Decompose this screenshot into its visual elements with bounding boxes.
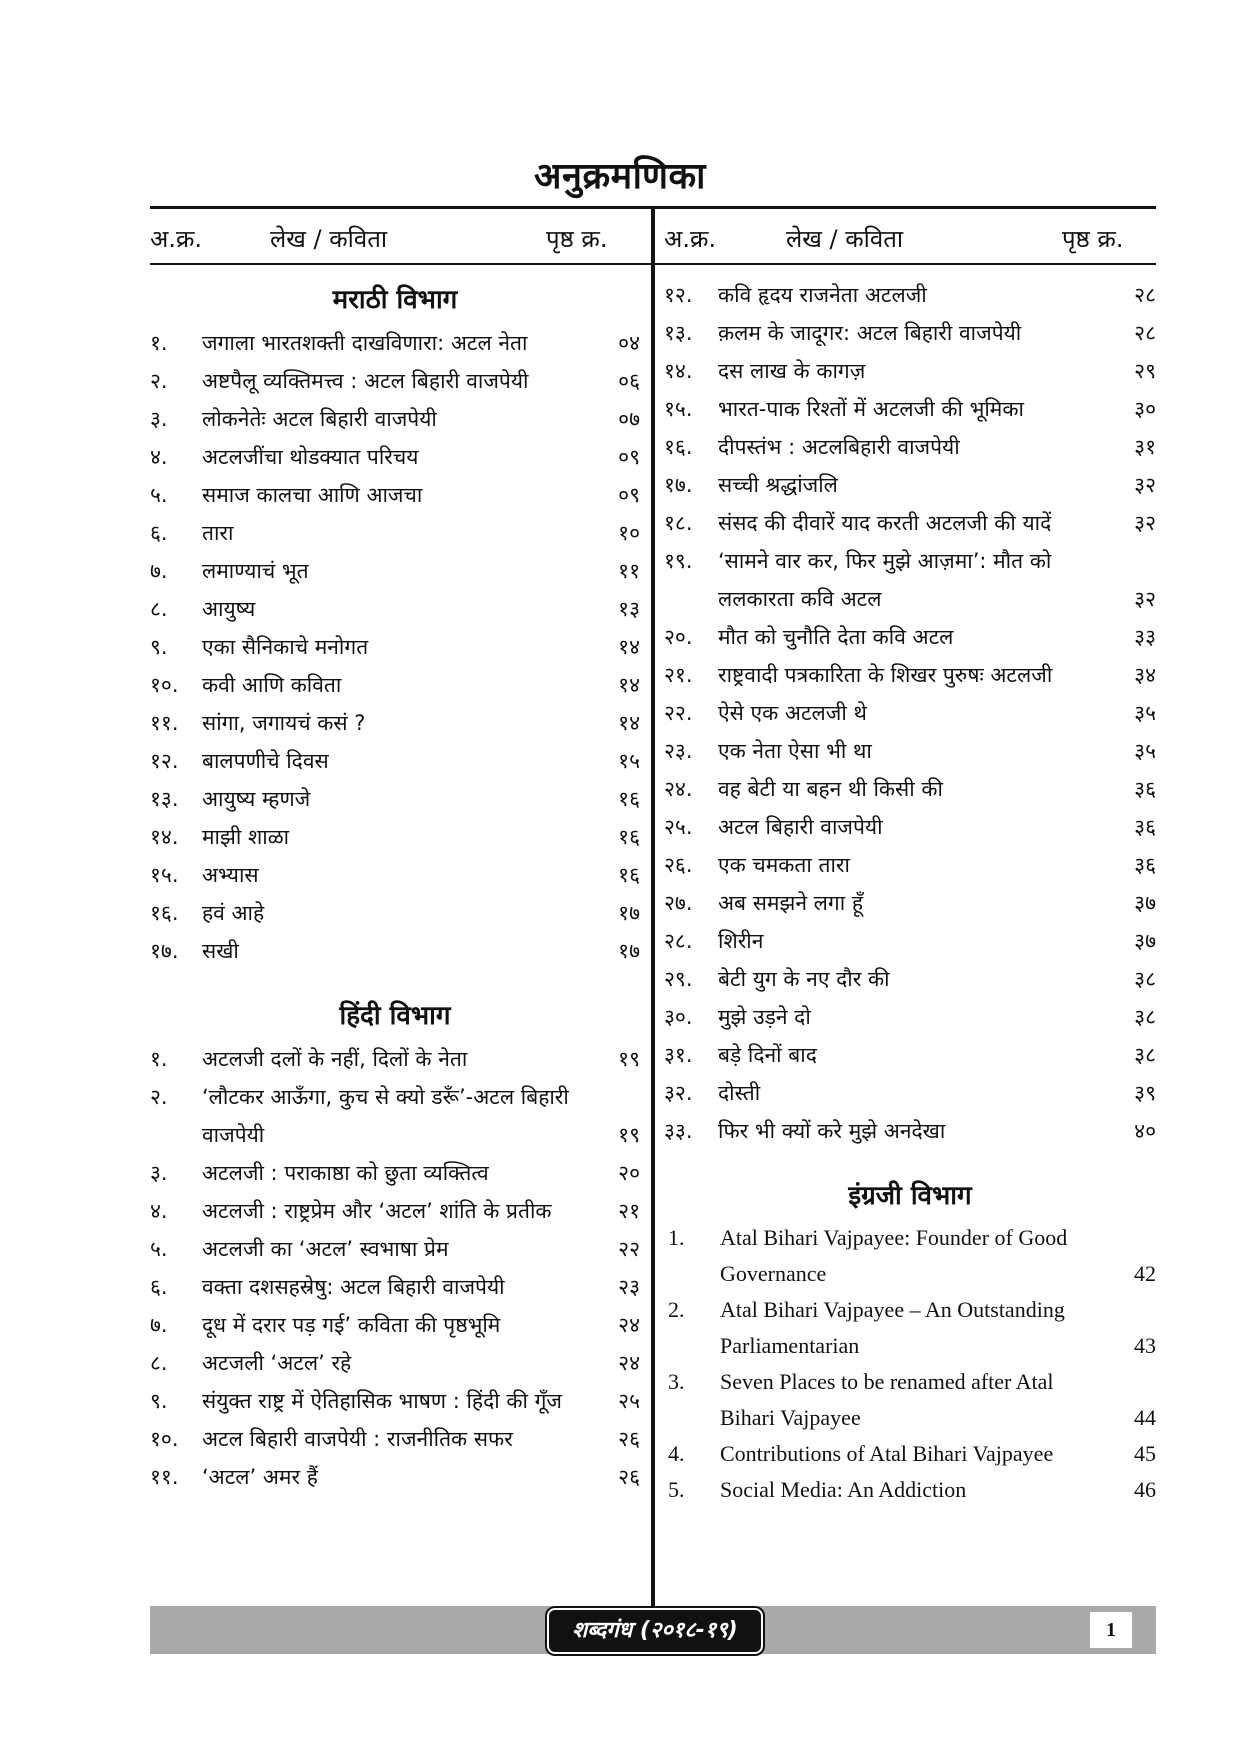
entry-number: १६.: [664, 435, 693, 459]
entry-number: ६.: [150, 1275, 168, 1299]
page-number: 1: [1090, 1612, 1132, 1648]
entry-page: १६: [618, 787, 640, 811]
entry-number: २५.: [664, 815, 693, 839]
entry-title: लोकनेतेः अटल बिहारी वाजपेयी: [202, 407, 437, 431]
left-header-page: पृष्ठ क्र.: [546, 225, 608, 253]
entry-page: २४: [618, 1351, 640, 1375]
toc-entry: [664, 1436, 1156, 1472]
entry-page: ०९: [618, 445, 640, 469]
entry-title: ‘सामने वार कर, फिर मुझे आज़मा’: मौत को ललकारता कवि अटल: [718, 549, 1052, 611]
entry-number: ९.: [150, 635, 168, 659]
section-heading-marathi: मराठी विभाग: [332, 285, 458, 315]
entry-number: १८.: [664, 511, 693, 535]
section-heading-english: इंग्रजी विभाग: [848, 1181, 972, 1211]
toc-entry: [150, 780, 640, 818]
entry-number: २.: [150, 369, 168, 393]
right-header-sr: अ.क्र.: [664, 225, 717, 253]
entry-page: ३१: [1134, 435, 1156, 459]
entry-number: ५.: [150, 1237, 168, 1261]
entry-title: एक चमकता तारा: [718, 853, 850, 877]
toc-entry: [150, 1306, 640, 1344]
entry-page: १७: [618, 901, 640, 925]
entry-title: वह बेटी या बहन थी किसी की: [718, 777, 943, 801]
toc-entry: [150, 362, 640, 400]
entry-page: २०: [618, 1161, 640, 1185]
entry-number: 3.: [668, 1369, 685, 1394]
entry-page: १०: [618, 521, 640, 545]
entry-title: बेटी युग के नए दौर की: [718, 967, 890, 991]
entry-page: 43: [1134, 1333, 1156, 1358]
left-header-sr: अ.क्र.: [150, 225, 203, 253]
entry-title: हवं आहे: [202, 901, 265, 925]
entry-title: अभ्यास: [202, 863, 259, 887]
entry-title: लमाण्याचं भूत: [202, 559, 309, 583]
toc-entry: [664, 1112, 1156, 1150]
entry-number: २६.: [664, 853, 693, 877]
entry-page: ३७: [1134, 929, 1156, 953]
toc-entry: [150, 856, 640, 894]
entry-page: २६: [618, 1465, 640, 1489]
toc-entry: [150, 1154, 640, 1192]
toc-entry: [150, 1458, 640, 1496]
entry-title: अटलजी : पराकाष्ठा को छुता व्यक्तित्व: [202, 1161, 489, 1185]
toc-entry: [150, 1268, 640, 1306]
entry-title: मौत को चुनौति देता कवि अटल: [718, 625, 954, 649]
entry-title: माझी शाळा: [202, 825, 290, 849]
entry-title: एक नेता ऐसा भी था: [718, 739, 872, 763]
toc-entry: [150, 476, 640, 514]
entry-number: ४.: [150, 1199, 168, 1223]
entry-page: 45: [1134, 1441, 1156, 1466]
entry-page: ०९: [618, 483, 640, 507]
entry-title: एका सैनिकाचे मनोगत: [202, 635, 369, 659]
entry-number: ८.: [150, 597, 168, 621]
toc-entry: [664, 846, 1156, 884]
entry-number: ९.: [150, 1389, 168, 1413]
entry-number: १९.: [664, 549, 693, 573]
toc-entry: [664, 466, 1156, 504]
entry-number: २१.: [664, 663, 693, 687]
entry-number: १२.: [664, 283, 693, 307]
entry-number: १५.: [664, 397, 693, 421]
entry-title: ऐसे एक अटलजी थे: [718, 701, 867, 725]
entry-page: १५: [618, 749, 640, 773]
toc-entry: [664, 504, 1156, 542]
entry-number: १४.: [150, 825, 179, 849]
toc-entry: [150, 552, 640, 590]
entry-number: १४.: [664, 359, 693, 383]
entry-title: Seven Places to be renamed after Atal Bihari Vajpayee: [720, 1369, 1054, 1430]
entry-page: १७: [618, 939, 640, 963]
entry-page: ३०: [1134, 397, 1156, 421]
entry-page: ३८: [1134, 967, 1156, 991]
entry-title: Atal Bihari Vajpayee – An Outstanding Parliamentarian: [720, 1297, 1065, 1358]
entry-number: ८.: [150, 1351, 168, 1375]
entry-title: दूध में दरार पड़ गई’ कविता की पृष्ठभूमि: [202, 1313, 501, 1337]
toc-entry: [664, 732, 1156, 770]
toc-entry: [664, 998, 1156, 1036]
entry-number: १२.: [150, 749, 179, 773]
left-column: [150, 276, 640, 1496]
entry-title: शिरीन: [718, 929, 764, 953]
toc-entry: [150, 704, 640, 742]
entry-number: ७.: [150, 559, 168, 583]
entry-title: सखी: [202, 939, 239, 963]
entry-page: ३२: [1134, 473, 1156, 497]
toc-entry: [664, 1036, 1156, 1074]
toc-entry: [664, 808, 1156, 846]
entry-number: 4.: [668, 1441, 685, 1466]
entry-page: 42: [1134, 1261, 1156, 1286]
entry-number: १५.: [150, 863, 179, 887]
entry-number: ११.: [150, 711, 179, 735]
toc-entry: [664, 428, 1156, 466]
entry-number: 2.: [668, 1297, 685, 1322]
entry-page: २९: [1134, 359, 1156, 383]
section-heading-hindi: हिंदी विभाग: [339, 1001, 451, 1031]
column-divider: [651, 206, 655, 1626]
toc-entry: [664, 656, 1156, 694]
entry-page: १९: [618, 1047, 640, 1071]
toc-entry: [150, 1420, 640, 1458]
entry-page: ३२: [1134, 587, 1156, 611]
entry-page: ३२: [1134, 511, 1156, 535]
toc-entry: [150, 438, 640, 476]
toc-entry: [664, 390, 1156, 428]
right-header-page: पृष्ठ क्र.: [1062, 225, 1124, 253]
toc-entry: [150, 590, 640, 628]
entry-number: ६.: [150, 521, 168, 545]
entry-number: १६.: [150, 901, 179, 925]
entry-page: ३९: [1134, 1081, 1156, 1105]
entry-title: दीपस्तंभ : अटलबिहारी वाजपेयी: [718, 435, 960, 459]
entry-title: कवि हृदय राजनेता अटलजी: [718, 283, 927, 307]
entry-page: १९: [618, 1123, 640, 1147]
entry-title: Social Media: An Addiction: [720, 1477, 967, 1502]
entry-number: ७.: [150, 1313, 168, 1337]
toc-entry: [150, 324, 640, 362]
entry-page: ३८: [1134, 1043, 1156, 1067]
entry-page: २६: [618, 1427, 640, 1451]
entry-page: १४: [618, 635, 640, 659]
entry-title: अष्टपैलू व्यक्तिमत्त्व : अटल बिहारी वाजपेयी: [202, 369, 529, 393]
toc-entry: [664, 542, 1156, 618]
entry-page: ३६: [1134, 815, 1156, 839]
toc-entry: [150, 818, 640, 856]
entry-title: अटलजी का ‘अटल’ स्वभाषा प्रेम: [202, 1237, 449, 1261]
entry-title: कवी आणि कविता: [202, 673, 342, 697]
entry-page: ३३: [1134, 625, 1156, 649]
entry-title: बालपणीचे दिवस: [202, 749, 329, 773]
entry-number: २९.: [664, 967, 693, 991]
toc-entry: [150, 514, 640, 552]
toc-entry: [664, 1472, 1156, 1508]
toc-entry: [664, 922, 1156, 960]
entry-number: १७.: [150, 939, 179, 963]
entry-number: ३३.: [664, 1119, 693, 1143]
toc-entry: [150, 1230, 640, 1268]
entry-number: १३.: [664, 321, 693, 345]
entry-title: आयुष्य म्हणजे: [202, 787, 311, 811]
entry-number: ५.: [150, 483, 168, 507]
toc-entry: [664, 960, 1156, 998]
entry-number: १.: [150, 331, 168, 355]
toc-entry: [664, 352, 1156, 390]
entry-number: 5.: [668, 1477, 685, 1502]
toc-entry: [664, 314, 1156, 352]
entry-title: Atal Bihari Vajpayee: Founder of Good Governance: [720, 1225, 1068, 1286]
entry-page: ३६: [1134, 853, 1156, 877]
toc-entry: [150, 628, 640, 666]
entry-number: २७.: [664, 891, 693, 915]
entry-page: ३५: [1134, 701, 1156, 725]
entry-title: क़लम के जादूगर: अटल बिहारी वाजपेयी: [718, 321, 1022, 345]
english-list: [664, 1220, 1156, 1508]
toc-entry: [150, 894, 640, 932]
entry-page: ३७: [1134, 891, 1156, 915]
entry-title: मुझे उड़ने दो: [718, 1005, 811, 1029]
entry-number: २०.: [664, 625, 693, 649]
right-header-topic: लेख / कविता: [786, 225, 904, 253]
entry-title: Contributions of Atal Bihari Vajpayee: [720, 1441, 1054, 1466]
entry-number: ११.: [150, 1465, 179, 1489]
entry-title: तारा: [202, 521, 234, 545]
toc-entry: [150, 1382, 640, 1420]
entry-number: २४.: [664, 777, 693, 801]
entry-page: १३: [618, 597, 640, 621]
entry-number: २३.: [664, 739, 693, 763]
entry-number: २.: [150, 1085, 168, 1109]
left-header-topic: लेख / कविता: [270, 225, 388, 253]
entry-title: अटल बिहारी वाजपेयी : राजनीतिक सफर: [202, 1427, 513, 1451]
entry-page: १६: [618, 825, 640, 849]
marathi-list: [150, 324, 640, 970]
entry-page: 44: [1134, 1405, 1156, 1430]
entry-title: संसद की दीवारें याद करती अटलजी की यादें: [718, 511, 1052, 535]
entry-title: वक्ता दशसहस्रेषु: अटल बिहारी वाजपेयी: [202, 1275, 505, 1299]
entry-number: ३०.: [664, 1005, 693, 1029]
toc-entry: [150, 1192, 640, 1230]
page-title: अनुक्रमणिका: [534, 156, 706, 197]
entry-number: २२.: [664, 701, 693, 725]
entry-title: अटलजी दलों के नहीं, दिलों के नेता: [202, 1047, 468, 1071]
entry-number: ३.: [150, 407, 168, 431]
entry-page: ०४: [618, 331, 640, 355]
entry-page: १४: [618, 711, 640, 735]
entry-title: ‘लौटकर आऊँगा, कुच से क्यो डरूँ’-अटल बिहारी वाजपेयी: [202, 1085, 569, 1147]
entry-page: ३८: [1134, 1005, 1156, 1029]
hindi-continued-list: [664, 276, 1156, 1150]
entry-number: ३१.: [664, 1043, 693, 1067]
toc-entry: [150, 1040, 640, 1078]
entry-title: संयुक्त राष्ट्र में ऐतिहासिक भाषण : हिंदी की गूँज: [202, 1389, 562, 1413]
entry-page: १६: [618, 863, 640, 887]
entry-page: ०७: [618, 407, 640, 431]
entry-title: राष्ट्रवादी पत्रकारिता के शिखर पुरुषः अटलजी: [718, 663, 1053, 687]
entry-title: अटलजींचा थोडक्यात परिचय: [202, 445, 419, 469]
toc-entry: [664, 694, 1156, 732]
entry-title: अटजली ‘अटल’ रहे: [202, 1351, 352, 1375]
toc-entry: [664, 1364, 1156, 1436]
entry-title: अटल बिहारी वाजपेयी: [718, 815, 883, 839]
entry-number: ३२.: [664, 1081, 693, 1105]
toc-entry: [664, 770, 1156, 808]
entry-title: अटलजी : राष्ट्रप्रेम और ‘अटल’ शांति के प्रतीक: [202, 1199, 552, 1223]
entry-number: १७.: [664, 473, 693, 497]
toc-entry: [150, 400, 640, 438]
toc-entry: [664, 1220, 1156, 1292]
entry-page: २३: [618, 1275, 640, 1299]
entry-number: १.: [150, 1047, 168, 1071]
entry-page: १४: [618, 673, 640, 697]
entry-title: सच्ची श्रद्धांजलि: [718, 473, 838, 497]
entry-number: १०.: [150, 673, 179, 697]
entry-page: ३४: [1134, 663, 1156, 687]
entry-title: दोस्ती: [718, 1081, 761, 1105]
entry-number: २८.: [664, 929, 693, 953]
toc-entry: [150, 1344, 640, 1382]
toc-entry: [664, 884, 1156, 922]
entry-page: २१: [618, 1199, 640, 1223]
toc-entry: [664, 618, 1156, 656]
entry-number: ३.: [150, 1161, 168, 1185]
toc-entry: [664, 276, 1156, 314]
entry-page: २८: [1134, 283, 1156, 307]
entry-page: २५: [618, 1389, 640, 1413]
entry-page: ११: [618, 559, 640, 583]
toc-entry: [150, 742, 640, 780]
entry-page: २८: [1134, 321, 1156, 345]
entry-title: फिर भी क्यों करे मुझे अनदेखा: [718, 1119, 946, 1143]
toc-entry: [664, 1074, 1156, 1112]
entry-title: जगाला भारतशक्ती दाखविणारा: अटल नेता: [202, 331, 528, 355]
entry-page: ३५: [1134, 739, 1156, 763]
entry-title: सांगा, जगायचं कसं ?: [202, 711, 366, 735]
entry-title: समाज कालचा आणि आजचा: [202, 483, 423, 507]
entry-page: २४: [618, 1313, 640, 1337]
entry-page: ०६: [618, 369, 640, 393]
entry-page: 46: [1134, 1477, 1156, 1502]
right-column: [664, 276, 1156, 1508]
entry-number: १०.: [150, 1427, 179, 1451]
hindi-list: [150, 1040, 640, 1496]
entry-page: ३६: [1134, 777, 1156, 801]
entry-number: १३.: [150, 787, 179, 811]
toc-entry: [150, 1078, 640, 1154]
entry-number: ४.: [150, 445, 168, 469]
toc-entry: [664, 1292, 1156, 1364]
toc-entry: [150, 932, 640, 970]
entry-title: अब समझने लगा हूँ: [718, 891, 863, 915]
entry-title: दस लाख के कागज़: [718, 359, 866, 383]
toc-entry: [150, 666, 640, 704]
magazine-badge: शब्दगंध (२०१८-१९): [547, 1608, 763, 1654]
entry-page: ४०: [1134, 1119, 1156, 1143]
entry-title: भारत-पाक रिश्तों में अटलजी की भूमिका: [718, 397, 1024, 421]
entry-title: ‘अटल’ अमर हैं: [202, 1465, 318, 1489]
entry-title: बड़े दिनों बाद: [718, 1043, 817, 1067]
entry-title: आयुष्य: [202, 597, 256, 621]
entry-page: २२: [618, 1237, 640, 1261]
entry-number: 1.: [668, 1225, 685, 1250]
